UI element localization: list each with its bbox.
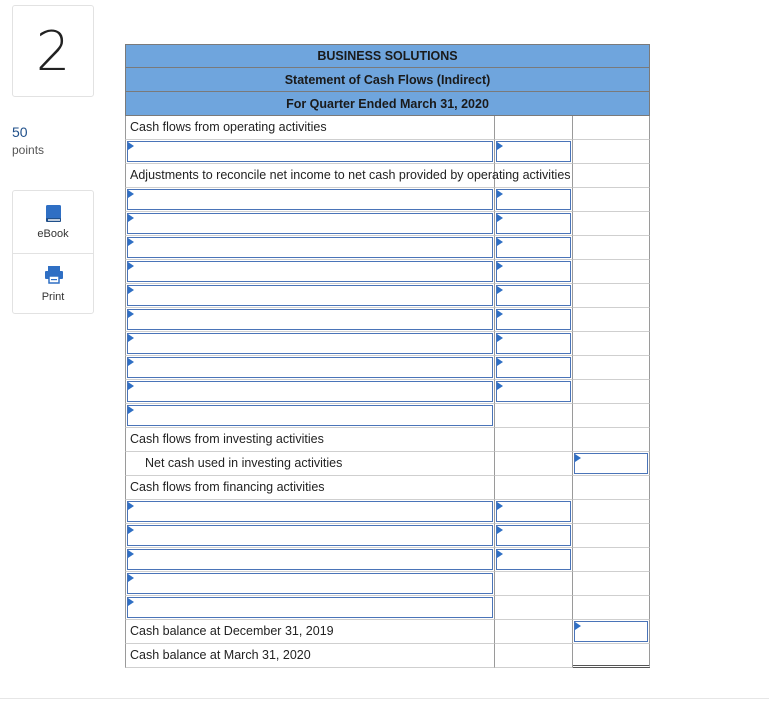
adjustment-row: [125, 356, 650, 380]
financing-amount-input[interactable]: [496, 501, 571, 522]
adjustment-amount-input[interactable]: [496, 333, 571, 354]
adjustment-label-input[interactable]: [127, 213, 493, 234]
adjustment-row: [125, 188, 650, 212]
ebook-label: eBook: [37, 228, 69, 240]
cash-begin-row: [125, 620, 650, 644]
adjustment-amount-input[interactable]: [496, 213, 571, 234]
financing-row: [125, 548, 650, 572]
financing-row: [125, 500, 650, 524]
investing-heading-row: [125, 428, 650, 452]
adjustment-label-input[interactable]: [127, 285, 493, 306]
statement-period: For Quarter Ended March 31, 2020: [125, 92, 650, 116]
page-divider: [0, 698, 769, 699]
net-income-amount-input[interactable]: [496, 141, 571, 162]
adjustment-row: [125, 284, 650, 308]
net-change-row: [125, 596, 650, 620]
investing-heading: Cash flows from investing activities: [130, 432, 324, 446]
statement-title: Statement of Cash Flows (Indirect): [125, 68, 650, 92]
financing-heading-row: [125, 476, 650, 500]
cash-begin-label: Cash balance at December 31, 2019: [130, 624, 334, 638]
adjustment-row: [125, 212, 650, 236]
cash-end-row: [125, 644, 650, 668]
net-financing-row: [125, 572, 650, 596]
adjustment-amount-input[interactable]: [496, 189, 571, 210]
operating-heading: Cash flows from operating activities: [130, 120, 327, 134]
financing-amount-input[interactable]: [496, 549, 571, 570]
points-value: 50: [12, 124, 28, 140]
financing-amount-input[interactable]: [496, 525, 571, 546]
company-name: BUSINESS SOLUTIONS: [125, 44, 650, 68]
adjustment-label-input[interactable]: [127, 333, 493, 354]
cash-end-amount-cell: [573, 644, 650, 668]
adjustment-amount-input[interactable]: [496, 357, 571, 378]
net-investing-label: Net cash used in investing activities: [145, 456, 343, 470]
adjustment-amount-input[interactable]: [496, 261, 571, 282]
cash-flow-statement: [125, 44, 650, 668]
adjustment-label-input[interactable]: [127, 237, 493, 258]
net-investing-row: [125, 452, 650, 476]
net-income-label-input[interactable]: [127, 141, 493, 162]
net-operating-label-input[interactable]: [127, 405, 493, 426]
adjustment-label-input[interactable]: [127, 309, 493, 330]
net-investing-amount-input[interactable]: [574, 453, 648, 474]
financing-heading: Cash flows from financing activities: [130, 480, 325, 494]
adjustment-label-input[interactable]: [127, 261, 493, 282]
adjustment-row: [125, 380, 650, 404]
adjustment-row: [125, 260, 650, 284]
adjustment-amount-input[interactable]: [496, 237, 571, 258]
adjustment-row: [125, 308, 650, 332]
adjustment-amount-input[interactable]: [496, 285, 571, 306]
book-icon: [44, 204, 64, 224]
adjustment-amount-input[interactable]: [496, 309, 571, 330]
tool-panel: [12, 190, 94, 314]
cash-begin-amount-input[interactable]: [574, 621, 648, 642]
operating-heading-row: [125, 116, 650, 140]
print-button[interactable]: [13, 253, 93, 315]
financing-label-input[interactable]: [127, 549, 493, 570]
adjustment-label-input[interactable]: [127, 381, 493, 402]
adjustment-amount-input[interactable]: [496, 381, 571, 402]
net-income-row: [125, 140, 650, 164]
net-financing-label-input[interactable]: [127, 573, 493, 594]
net-operating-row: [125, 404, 650, 428]
net-change-label-input[interactable]: [127, 597, 493, 618]
adjustment-row: [125, 236, 650, 260]
financing-row: [125, 524, 650, 548]
adjustment-label-input[interactable]: [127, 189, 493, 210]
adjustments-heading: Adjustments to reconcile net income to net cash provided by operating activities: [130, 168, 571, 182]
printer-icon: [44, 264, 64, 284]
print-label: Print: [41, 291, 65, 303]
adjustment-label-input[interactable]: [127, 357, 493, 378]
ebook-button[interactable]: [13, 191, 93, 253]
financing-label-input[interactable]: [127, 525, 493, 546]
financing-label-input[interactable]: [127, 501, 493, 522]
adjustments-heading-row: [125, 164, 650, 188]
points-label: points: [12, 143, 45, 157]
cash-end-label: Cash balance at March 31, 2020: [130, 648, 311, 662]
adjustment-row: [125, 332, 650, 356]
question-number: 2: [12, 5, 94, 97]
